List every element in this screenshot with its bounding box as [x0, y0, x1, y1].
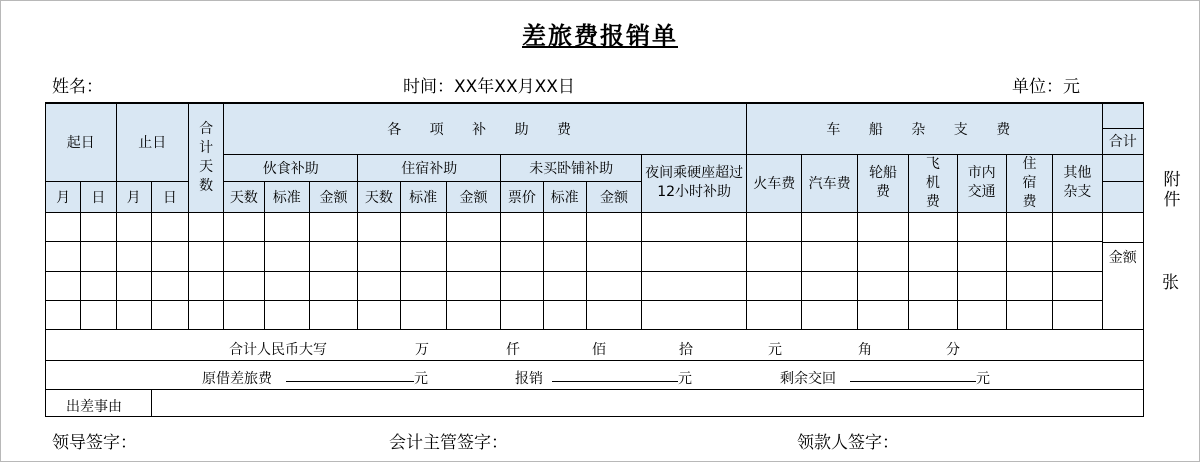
- cell[interactable]: [802, 212, 857, 241]
- reimburse-label: 报销: [515, 370, 543, 387]
- cell[interactable]: [642, 300, 747, 329]
- unit-shi: 拾: [679, 341, 693, 358]
- cell[interactable]: [747, 212, 802, 241]
- subsidies-header: 各 项 补 助 费: [224, 103, 747, 154]
- cell[interactable]: [400, 241, 446, 271]
- reimburse-yuan: 元: [678, 370, 692, 387]
- start-month-header: 月: [46, 181, 81, 212]
- table-row: [46, 271, 1144, 300]
- cell[interactable]: [151, 241, 188, 271]
- cell[interactable]: [1006, 241, 1052, 271]
- total-top-blank: [1102, 103, 1143, 128]
- cell[interactable]: [586, 300, 641, 329]
- reimburse-blank[interactable]: [552, 367, 678, 382]
- cell[interactable]: [802, 300, 857, 329]
- cell[interactable]: [446, 212, 500, 241]
- cell[interactable]: [189, 300, 224, 329]
- cell[interactable]: [586, 271, 641, 300]
- cell[interactable]: [543, 241, 586, 271]
- cell[interactable]: [189, 241, 224, 271]
- start-day-header: 日: [81, 181, 116, 212]
- cell[interactable]: [957, 212, 1006, 241]
- cell[interactable]: [358, 300, 400, 329]
- cell[interactable]: [224, 212, 264, 241]
- advance-yuan: 元: [414, 370, 428, 387]
- cell[interactable]: [264, 241, 309, 271]
- end-date-header: 止日: [116, 103, 189, 181]
- lodging-amount-header: 金额: [446, 181, 500, 212]
- cell[interactable]: [116, 300, 151, 329]
- cell[interactable]: [1006, 212, 1052, 241]
- cell[interactable]: [501, 241, 543, 271]
- attachment-label: 附件: [1163, 170, 1181, 210]
- cell[interactable]: [189, 212, 224, 241]
- cell[interactable]: [957, 271, 1006, 300]
- meal-days-header: 天数: [224, 181, 264, 212]
- cell[interactable]: [909, 300, 957, 329]
- remaining-yuan: 元: [976, 370, 990, 387]
- bus-fee-header: 汽车费: [802, 154, 857, 212]
- cell[interactable]: [151, 271, 188, 300]
- recipient-signature-label: 领款人签字：: [797, 433, 899, 453]
- night-seat-subsidy-header: 夜间乘硬座超过12小时补助: [642, 154, 747, 212]
- cell[interactable]: [358, 241, 400, 271]
- cell[interactable]: [747, 271, 802, 300]
- start-date-header: 起日: [46, 103, 117, 181]
- cell[interactable]: [543, 271, 586, 300]
- total-amount-label: 金额: [1103, 242, 1143, 267]
- cell[interactable]: [151, 212, 188, 241]
- unit-wan: 万: [415, 341, 429, 358]
- total-header: 合计: [1102, 128, 1143, 154]
- meal-subsidy-header: 伙食补助: [224, 154, 358, 181]
- purpose-input[interactable]: [151, 389, 1143, 416]
- advance-label: 原借差旅费: [202, 370, 272, 387]
- cell[interactable]: [1053, 241, 1102, 271]
- cell[interactable]: [802, 271, 857, 300]
- purpose-row: [46, 389, 1144, 416]
- cell[interactable]: [642, 212, 747, 241]
- cell[interactable]: [909, 241, 957, 271]
- cell[interactable]: [543, 300, 586, 329]
- sleeper-amount-header: 金额: [586, 181, 641, 212]
- cell[interactable]: [264, 300, 309, 329]
- cell[interactable]: [309, 300, 357, 329]
- cell[interactable]: [857, 241, 908, 271]
- total-uppercase-row: [46, 329, 1144, 360]
- purpose-label: 出差事由: [46, 389, 152, 416]
- advance-row: [46, 360, 1144, 389]
- name-label: 姓名：: [52, 77, 103, 97]
- cell[interactable]: [642, 271, 747, 300]
- cell[interactable]: [264, 271, 309, 300]
- cell[interactable]: [747, 241, 802, 271]
- cell[interactable]: [116, 271, 151, 300]
- total-uppercase-label: 合计人民币大写: [229, 341, 327, 358]
- remaining-blank[interactable]: [850, 367, 976, 382]
- cell[interactable]: [446, 271, 500, 300]
- advance-blank[interactable]: [286, 367, 414, 382]
- cell[interactable]: [358, 212, 400, 241]
- total-spacer-2: [1102, 181, 1143, 212]
- cell[interactable]: [224, 241, 264, 271]
- cell[interactable]: [501, 271, 543, 300]
- cell[interactable]: [642, 241, 747, 271]
- table-row: [46, 300, 1144, 329]
- cell[interactable]: [909, 212, 957, 241]
- cell[interactable]: [957, 241, 1006, 271]
- table-row: [46, 241, 1144, 271]
- cell[interactable]: [543, 212, 586, 241]
- meal-standard-header: 标准: [264, 181, 309, 212]
- cell[interactable]: [501, 212, 543, 241]
- cell[interactable]: [358, 271, 400, 300]
- end-day-header: 日: [151, 181, 188, 212]
- transport-header: 车 船 杂 支 费: [747, 103, 1103, 154]
- unit-bai: 佰: [592, 341, 606, 358]
- cell[interactable]: [224, 300, 264, 329]
- attachment-unit: 张: [1162, 273, 1179, 293]
- cell[interactable]: [116, 212, 151, 241]
- unit-yuan: 元: [768, 341, 782, 358]
- advance-cell[interactable]: [46, 360, 1144, 389]
- total-spacer: [1102, 154, 1143, 181]
- cell[interactable]: [857, 300, 908, 329]
- plane-fee-header: 飞机费: [909, 154, 957, 212]
- cell[interactable]: [400, 271, 446, 300]
- cell[interactable]: [264, 212, 309, 241]
- total-uppercase-cell[interactable]: [46, 329, 1144, 360]
- city-transport-header: 市内交通: [957, 154, 1006, 212]
- cell[interactable]: [1006, 271, 1052, 300]
- sleeper-standard-header: 标准: [543, 181, 586, 212]
- leader-signature-label: 领导签字：: [52, 433, 137, 453]
- cell[interactable]: [802, 241, 857, 271]
- cell[interactable]: [1006, 300, 1052, 329]
- cell[interactable]: [957, 300, 1006, 329]
- cell[interactable]: [501, 300, 543, 329]
- cell[interactable]: [309, 212, 357, 241]
- cell[interactable]: [46, 241, 81, 271]
- cell[interactable]: [446, 300, 500, 329]
- unit-label: 单位：元: [1012, 77, 1080, 97]
- train-fee-header: 火车费: [747, 154, 802, 212]
- hotel-fee-header: 住宿费: [1006, 154, 1052, 212]
- cell[interactable]: [1053, 271, 1102, 300]
- cell[interactable]: [1053, 300, 1102, 329]
- cell[interactable]: [189, 271, 224, 300]
- expense-table: [45, 102, 1144, 417]
- end-month-header: 月: [116, 181, 151, 212]
- unit-fen: 分: [946, 341, 960, 358]
- time-label: 时间：XX年XX月XX日: [403, 77, 575, 97]
- total-amount-cell[interactable]: [1102, 212, 1143, 329]
- cell[interactable]: [857, 271, 908, 300]
- cell[interactable]: [400, 300, 446, 329]
- unit-jiao: 角: [858, 341, 872, 358]
- cell[interactable]: [309, 241, 357, 271]
- cell[interactable]: [747, 300, 802, 329]
- cell[interactable]: [224, 271, 264, 300]
- cell[interactable]: [1053, 212, 1102, 241]
- cell[interactable]: [586, 241, 641, 271]
- cell[interactable]: [309, 271, 357, 300]
- cell[interactable]: [909, 271, 957, 300]
- cell[interactable]: [46, 212, 81, 241]
- no-sleeper-subsidy-header: 未买卧铺补助: [501, 154, 642, 181]
- other-fee-header: 其他杂支: [1053, 154, 1102, 212]
- cell[interactable]: [81, 241, 116, 271]
- cell[interactable]: [586, 212, 641, 241]
- form-title: 差旅费报销单: [522, 22, 678, 50]
- remaining-label: 剩余交回: [780, 370, 836, 387]
- total-days-header: 合计天数: [189, 103, 224, 212]
- accounting-signature-label: 会计主管签字：: [389, 433, 508, 453]
- lodging-days-header: 天数: [358, 181, 400, 212]
- cell[interactable]: [81, 300, 116, 329]
- cell[interactable]: [400, 212, 446, 241]
- cell[interactable]: [116, 241, 151, 271]
- table-row: [46, 212, 1144, 241]
- cell[interactable]: [46, 271, 81, 300]
- cell[interactable]: [857, 212, 908, 241]
- ship-fee-header: 轮船费: [857, 154, 908, 212]
- cell[interactable]: [151, 300, 188, 329]
- cell[interactable]: [46, 300, 81, 329]
- lodging-standard-header: 标准: [400, 181, 446, 212]
- unit-qian: 仟: [506, 341, 520, 358]
- meal-amount-header: 金额: [309, 181, 357, 212]
- ticket-price-header: 票价: [501, 181, 543, 212]
- cell[interactable]: [81, 212, 116, 241]
- cell[interactable]: [81, 271, 116, 300]
- cell[interactable]: [446, 241, 500, 271]
- lodging-subsidy-header: 住宿补助: [358, 154, 501, 181]
